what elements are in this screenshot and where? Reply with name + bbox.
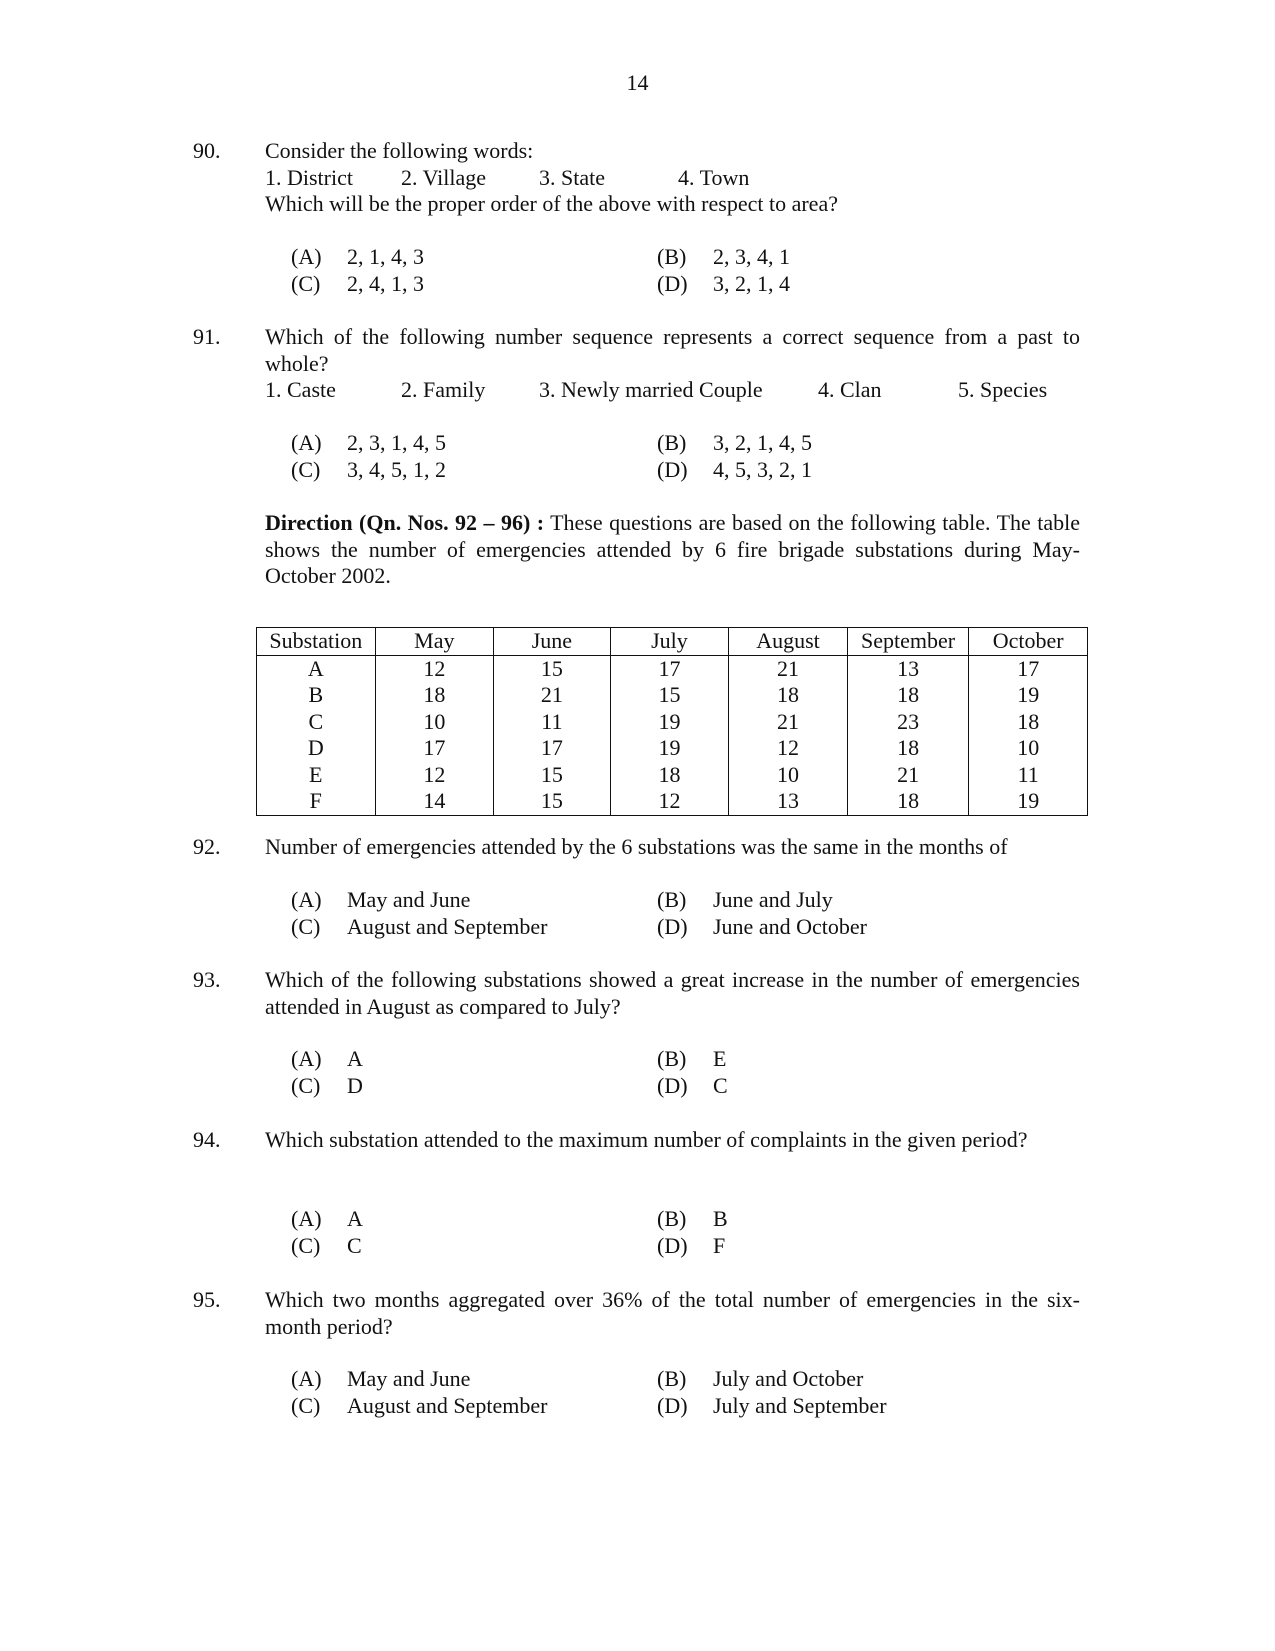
table-cell: 21 bbox=[729, 655, 848, 682]
word-item: 1. Caste bbox=[265, 377, 336, 402]
question-stem: Which substation attended to the maximum number of complaints in the given period? bbox=[265, 1127, 1028, 1152]
table-cell: A bbox=[257, 655, 376, 682]
table-cell: C bbox=[257, 709, 376, 736]
table-cell: 18 bbox=[610, 762, 729, 789]
table-cell: 15 bbox=[494, 762, 611, 789]
table-cell: 17 bbox=[969, 655, 1088, 682]
question-stem: Number of emergencies attended by the 6 substations was the same in the months of bbox=[265, 834, 1008, 859]
column-header: August bbox=[729, 628, 848, 656]
table-cell: 15 bbox=[610, 682, 729, 709]
table-cell: 10 bbox=[969, 735, 1088, 762]
option-a[interactable]: (A) May and June bbox=[291, 1366, 471, 1391]
table-cell: B bbox=[257, 682, 376, 709]
table-cell: 17 bbox=[375, 735, 494, 762]
word-item: 4. Town bbox=[678, 164, 750, 190]
table-cell: 11 bbox=[494, 709, 611, 736]
table-header-row bbox=[257, 628, 1088, 656]
option-c[interactable]: (C) C bbox=[291, 1232, 362, 1258]
question-number: 91. bbox=[193, 324, 221, 349]
table-row bbox=[257, 735, 1088, 762]
option-d[interactable]: (D) June and October bbox=[657, 913, 867, 939]
word-item: 3. Newly married Couple bbox=[539, 377, 763, 402]
table-cell: 18 bbox=[847, 682, 969, 709]
option-a[interactable]: (A) 2, 1, 4, 3 bbox=[291, 244, 424, 269]
table-cell: 18 bbox=[969, 709, 1088, 736]
table-cell: 14 bbox=[375, 788, 494, 815]
question-stem: Which of the following substations showed a great increase in the number of emergencies attended in August as compared to July? bbox=[265, 967, 1080, 1019]
option-d[interactable]: (D) C bbox=[657, 1072, 728, 1098]
question-number: 95. bbox=[193, 1287, 221, 1312]
table-cell: 10 bbox=[375, 709, 494, 736]
table-cell: 12 bbox=[375, 655, 494, 682]
option-b[interactable]: (B) July and October bbox=[657, 1366, 864, 1391]
question-text: Which will be the proper order of the above with respect to area? bbox=[265, 191, 838, 216]
option-a[interactable]: (A) A bbox=[291, 1046, 363, 1071]
table-cell: 13 bbox=[847, 655, 969, 682]
word-item: 3. State bbox=[539, 164, 605, 190]
option-b[interactable]: (B) B bbox=[657, 1206, 728, 1231]
question-stem: Consider the following words: bbox=[265, 138, 534, 163]
option-d[interactable]: (D) 3, 2, 1, 4 bbox=[657, 270, 790, 296]
word-item: 5. Species bbox=[958, 377, 1048, 402]
table-cell: 18 bbox=[847, 788, 969, 815]
direction-heading: Direction (Qn. Nos. 92 – 96) : bbox=[265, 510, 545, 535]
word-item: 2. Village bbox=[401, 164, 487, 190]
emergencies-table bbox=[256, 627, 1088, 816]
table-cell: 18 bbox=[729, 682, 848, 709]
table-cell: E bbox=[257, 762, 376, 789]
question-number: 90. bbox=[193, 138, 221, 163]
table-cell: 19 bbox=[610, 735, 729, 762]
table-cell: D bbox=[257, 735, 376, 762]
question-stem: Which of the following number sequence represents a correct sequence from a past to whole? bbox=[265, 324, 1080, 376]
table-cell: 17 bbox=[494, 735, 611, 762]
option-c[interactable]: (C) D bbox=[291, 1072, 363, 1098]
direction-text: These questions are based on the following table. The table shows the number of emergencies attended by 6 fire brigade substations during May-October 2002. bbox=[265, 510, 1080, 588]
option-c[interactable]: (C) 3, 4, 5, 1, 2 bbox=[291, 456, 446, 482]
word-item: 1. District bbox=[265, 164, 353, 190]
table-cell: 21 bbox=[729, 709, 848, 736]
table-cell: 19 bbox=[969, 682, 1088, 709]
table-cell: F bbox=[257, 788, 376, 815]
page-number: 14 bbox=[626, 70, 649, 95]
question-number: 94. bbox=[193, 1127, 221, 1152]
table-cell: 21 bbox=[847, 762, 969, 789]
question-number: 92. bbox=[193, 834, 221, 859]
table-cell: 11 bbox=[969, 762, 1088, 789]
word-list bbox=[265, 377, 1080, 404]
option-c[interactable]: (C) August and September bbox=[291, 1392, 548, 1418]
table-cell: 18 bbox=[847, 735, 969, 762]
option-c[interactable]: (C) 2, 4, 1, 3 bbox=[291, 270, 424, 296]
table-row bbox=[257, 682, 1088, 709]
option-d[interactable]: (D) 4, 5, 3, 2, 1 bbox=[657, 456, 812, 482]
table-row bbox=[257, 655, 1088, 682]
option-b[interactable]: (B) E bbox=[657, 1046, 727, 1071]
question-number: 93. bbox=[193, 967, 221, 992]
option-a[interactable]: (A) A bbox=[291, 1206, 363, 1231]
option-b[interactable]: (B) June and July bbox=[657, 887, 833, 912]
table-cell: 12 bbox=[610, 788, 729, 815]
table-cell: 21 bbox=[494, 682, 611, 709]
option-b[interactable]: (B) 3, 2, 1, 4, 5 bbox=[657, 430, 812, 455]
option-b[interactable]: (B) 2, 3, 4, 1 bbox=[657, 244, 790, 269]
word-item: 2. Family bbox=[401, 377, 486, 402]
column-header: Substation bbox=[257, 628, 376, 656]
table-cell: 12 bbox=[729, 735, 848, 762]
column-header: June bbox=[494, 628, 611, 656]
table-cell: 17 bbox=[610, 655, 729, 682]
option-d[interactable]: (D) F bbox=[657, 1232, 726, 1258]
option-a[interactable]: (A) 2, 3, 1, 4, 5 bbox=[291, 430, 446, 455]
column-header: July bbox=[610, 628, 729, 656]
question-stem: Which two months aggregated over 36% of the total number of emergencies in the six-month period? bbox=[265, 1287, 1080, 1339]
table-cell: 19 bbox=[610, 709, 729, 736]
column-header: May bbox=[375, 628, 494, 656]
word-item: 4. Clan bbox=[818, 377, 882, 402]
table-row bbox=[257, 762, 1088, 789]
option-c[interactable]: (C) August and September bbox=[291, 913, 548, 939]
column-header: October bbox=[969, 628, 1088, 656]
option-a[interactable]: (A) May and June bbox=[291, 887, 471, 912]
table-row bbox=[257, 709, 1088, 736]
table-cell: 15 bbox=[494, 788, 611, 815]
table-row bbox=[257, 788, 1088, 815]
table-cell: 10 bbox=[729, 762, 848, 789]
table-cell: 15 bbox=[494, 655, 611, 682]
table-cell: 18 bbox=[375, 682, 494, 709]
table-cell: 13 bbox=[729, 788, 848, 815]
word-list bbox=[265, 165, 1080, 192]
table-cell: 19 bbox=[969, 788, 1088, 815]
option-d[interactable]: (D) July and September bbox=[657, 1392, 887, 1418]
table-cell: 23 bbox=[847, 709, 969, 736]
column-header: September bbox=[847, 628, 969, 656]
table-cell: 12 bbox=[375, 762, 494, 789]
direction-paragraph bbox=[265, 510, 1080, 590]
